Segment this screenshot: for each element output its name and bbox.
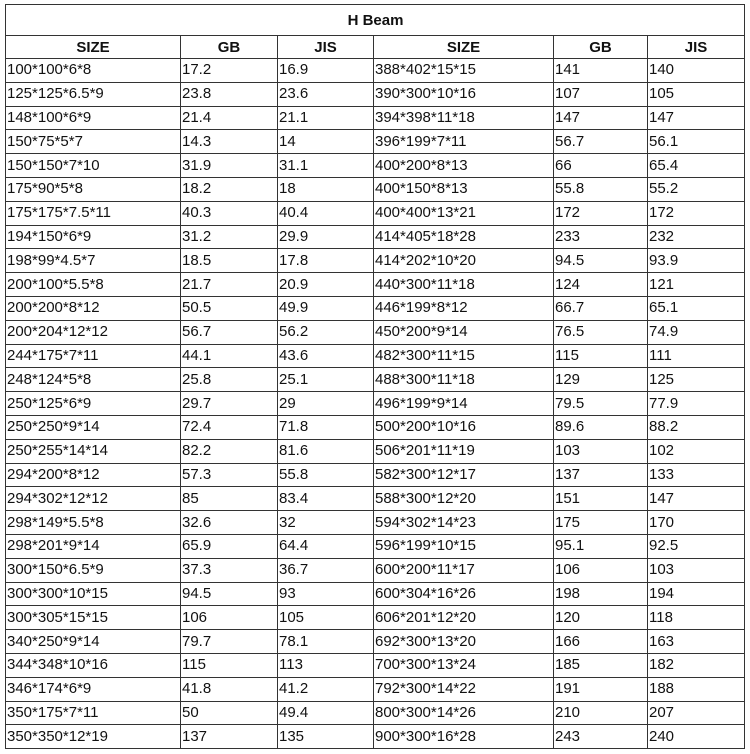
- cell-jis-right: 140: [648, 59, 745, 83]
- cell-size-right: 488*300*11*18: [374, 368, 554, 392]
- table-row: [6, 415, 745, 439]
- cell-gb-left: 85: [181, 487, 278, 511]
- cell-jis-right: 125: [648, 368, 745, 392]
- cell-gb-left: 29.7: [181, 392, 278, 416]
- cell-gb-left: 23.8: [181, 82, 278, 106]
- cell-jis-right: 188: [648, 677, 745, 701]
- cell-gb-left: 18.2: [181, 177, 278, 201]
- header-gb-left: GB: [181, 36, 278, 59]
- cell-jis-left: 71.8: [278, 415, 374, 439]
- cell-gb-left: 106: [181, 606, 278, 630]
- cell-jis-left: 105: [278, 606, 374, 630]
- cell-jis-left: 55.8: [278, 463, 374, 487]
- cell-jis-left: 29: [278, 392, 374, 416]
- header-row: [6, 36, 745, 59]
- table-body: [6, 59, 745, 749]
- cell-jis-left: 49.4: [278, 701, 374, 725]
- cell-jis-right: 121: [648, 273, 745, 297]
- cell-jis-right: 147: [648, 106, 745, 130]
- cell-size-left: 200*200*8*12: [6, 296, 181, 320]
- cell-gb-left: 37.3: [181, 558, 278, 582]
- cell-gb-right: 103: [554, 439, 648, 463]
- cell-jis-right: 172: [648, 201, 745, 225]
- cell-size-left: 244*175*7*11: [6, 344, 181, 368]
- table-row: [6, 59, 745, 83]
- cell-size-right: 588*300*12*20: [374, 487, 554, 511]
- table-row: [6, 154, 745, 178]
- cell-gb-left: 18.5: [181, 249, 278, 273]
- cell-gb-right: 137: [554, 463, 648, 487]
- cell-size-right: 692*300*13*20: [374, 630, 554, 654]
- cell-gb-left: 94.5: [181, 582, 278, 606]
- cell-size-right: 600*200*11*17: [374, 558, 554, 582]
- cell-size-right: 594*302*14*23: [374, 511, 554, 535]
- cell-gb-left: 31.2: [181, 225, 278, 249]
- cell-gb-right: 89.6: [554, 415, 648, 439]
- header-size-right: SIZE: [374, 36, 554, 59]
- cell-size-left: 125*125*6.5*9: [6, 82, 181, 106]
- cell-size-left: 298*201*9*14: [6, 534, 181, 558]
- cell-gb-left: 17.2: [181, 59, 278, 83]
- cell-size-left: 200*100*5.5*8: [6, 273, 181, 297]
- cell-jis-right: 182: [648, 653, 745, 677]
- cell-size-right: 400*400*13*21: [374, 201, 554, 225]
- table-row: [6, 249, 745, 273]
- cell-size-left: 340*250*9*14: [6, 630, 181, 654]
- cell-gb-right: 185: [554, 653, 648, 677]
- cell-size-right: 390*300*10*16: [374, 82, 554, 106]
- cell-jis-left: 135: [278, 725, 374, 749]
- cell-jis-right: 105: [648, 82, 745, 106]
- cell-gb-right: 56.7: [554, 130, 648, 154]
- cell-size-left: 248*124*5*8: [6, 368, 181, 392]
- cell-size-right: 596*199*10*15: [374, 534, 554, 558]
- cell-size-left: 294*302*12*12: [6, 487, 181, 511]
- table-title: H Beam: [6, 5, 745, 36]
- cell-jis-left: 36.7: [278, 558, 374, 582]
- cell-jis-left: 32: [278, 511, 374, 535]
- table-row: [6, 653, 745, 677]
- cell-size-right: 446*199*8*12: [374, 296, 554, 320]
- cell-size-right: 414*405*18*28: [374, 225, 554, 249]
- cell-gb-right: 198: [554, 582, 648, 606]
- table-row: [6, 320, 745, 344]
- cell-jis-right: 77.9: [648, 392, 745, 416]
- cell-gb-left: 82.2: [181, 439, 278, 463]
- cell-jis-right: 65.1: [648, 296, 745, 320]
- table-row: [6, 130, 745, 154]
- cell-size-right: 414*202*10*20: [374, 249, 554, 273]
- cell-jis-left: 21.1: [278, 106, 374, 130]
- cell-jis-right: 88.2: [648, 415, 745, 439]
- cell-jis-left: 93: [278, 582, 374, 606]
- table-row: [6, 558, 745, 582]
- cell-size-left: 250*250*9*14: [6, 415, 181, 439]
- cell-gb-right: 151: [554, 487, 648, 511]
- cell-jis-left: 25.1: [278, 368, 374, 392]
- cell-jis-left: 17.8: [278, 249, 374, 273]
- header-jis-left: JIS: [278, 36, 374, 59]
- cell-gb-right: 233: [554, 225, 648, 249]
- cell-gb-left: 137: [181, 725, 278, 749]
- cell-size-left: 300*305*15*15: [6, 606, 181, 630]
- table-row: [6, 392, 745, 416]
- cell-jis-right: 93.9: [648, 249, 745, 273]
- cell-jis-left: 43.6: [278, 344, 374, 368]
- cell-size-right: 900*300*16*28: [374, 725, 554, 749]
- cell-jis-right: 74.9: [648, 320, 745, 344]
- cell-gb-right: 191: [554, 677, 648, 701]
- cell-jis-left: 20.9: [278, 273, 374, 297]
- cell-size-right: 496*199*9*14: [374, 392, 554, 416]
- cell-gb-right: 106: [554, 558, 648, 582]
- cell-jis-right: 103: [648, 558, 745, 582]
- table-row: [6, 487, 745, 511]
- table-row: [6, 582, 745, 606]
- cell-size-left: 200*204*12*12: [6, 320, 181, 344]
- cell-size-right: 800*300*14*26: [374, 701, 554, 725]
- cell-jis-left: 83.4: [278, 487, 374, 511]
- cell-size-left: 150*150*7*10: [6, 154, 181, 178]
- cell-size-right: 482*300*11*15: [374, 344, 554, 368]
- cell-jis-left: 16.9: [278, 59, 374, 83]
- table-row: [6, 82, 745, 106]
- table-row: [6, 463, 745, 487]
- cell-size-left: 300*300*10*15: [6, 582, 181, 606]
- cell-size-left: 346*174*6*9: [6, 677, 181, 701]
- cell-size-left: 175*175*7.5*11: [6, 201, 181, 225]
- cell-gb-left: 40.3: [181, 201, 278, 225]
- table-row: [6, 106, 745, 130]
- table-row: [6, 725, 745, 749]
- cell-jis-left: 41.2: [278, 677, 374, 701]
- table-row: [6, 701, 745, 725]
- table-row: [6, 511, 745, 535]
- cell-gb-right: 124: [554, 273, 648, 297]
- cell-gb-left: 25.8: [181, 368, 278, 392]
- cell-jis-left: 31.1: [278, 154, 374, 178]
- cell-gb-left: 21.4: [181, 106, 278, 130]
- cell-gb-left: 21.7: [181, 273, 278, 297]
- cell-size-right: 396*199*7*11: [374, 130, 554, 154]
- cell-jis-left: 81.6: [278, 439, 374, 463]
- cell-gb-left: 57.3: [181, 463, 278, 487]
- cell-jis-left: 18: [278, 177, 374, 201]
- cell-size-left: 298*149*5.5*8: [6, 511, 181, 535]
- cell-gb-right: 175: [554, 511, 648, 535]
- cell-jis-right: 92.5: [648, 534, 745, 558]
- cell-gb-right: 141: [554, 59, 648, 83]
- cell-gb-left: 41.8: [181, 677, 278, 701]
- cell-gb-right: 147: [554, 106, 648, 130]
- table-row: [6, 273, 745, 297]
- table-row: [6, 439, 745, 463]
- table-row: [6, 606, 745, 630]
- cell-gb-right: 166: [554, 630, 648, 654]
- cell-size-left: 175*90*5*8: [6, 177, 181, 201]
- table-row: [6, 368, 745, 392]
- cell-size-right: 792*300*14*22: [374, 677, 554, 701]
- cell-size-right: 500*200*10*16: [374, 415, 554, 439]
- cell-gb-right: 66.7: [554, 296, 648, 320]
- cell-jis-right: 232: [648, 225, 745, 249]
- cell-size-left: 198*99*4.5*7: [6, 249, 181, 273]
- cell-jis-left: 29.9: [278, 225, 374, 249]
- cell-size-right: 606*201*12*20: [374, 606, 554, 630]
- cell-gb-right: 66: [554, 154, 648, 178]
- header-size-left: SIZE: [6, 36, 181, 59]
- cell-gb-right: 79.5: [554, 392, 648, 416]
- cell-gb-right: 243: [554, 725, 648, 749]
- cell-size-right: 450*200*9*14: [374, 320, 554, 344]
- cell-size-right: 600*304*16*26: [374, 582, 554, 606]
- cell-jis-right: 194: [648, 582, 745, 606]
- cell-size-right: 388*402*15*15: [374, 59, 554, 83]
- table-row: [6, 201, 745, 225]
- table-row: [6, 296, 745, 320]
- cell-size-right: 582*300*12*17: [374, 463, 554, 487]
- table-row: [6, 630, 745, 654]
- cell-jis-right: 147: [648, 487, 745, 511]
- cell-jis-right: 118: [648, 606, 745, 630]
- cell-jis-left: 56.2: [278, 320, 374, 344]
- cell-size-left: 300*150*6.5*9: [6, 558, 181, 582]
- cell-jis-left: 64.4: [278, 534, 374, 558]
- cell-jis-right: 240: [648, 725, 745, 749]
- cell-gb-right: 94.5: [554, 249, 648, 273]
- cell-jis-right: 207: [648, 701, 745, 725]
- cell-size-left: 250*125*6*9: [6, 392, 181, 416]
- cell-jis-right: 102: [648, 439, 745, 463]
- cell-size-right: 700*300*13*24: [374, 653, 554, 677]
- cell-size-left: 194*150*6*9: [6, 225, 181, 249]
- table-row: [6, 177, 745, 201]
- cell-gb-left: 79.7: [181, 630, 278, 654]
- header-jis-right: JIS: [648, 36, 745, 59]
- table-row: [6, 225, 745, 249]
- cell-size-left: 150*75*5*7: [6, 130, 181, 154]
- title-row: [6, 5, 745, 36]
- table-row: [6, 344, 745, 368]
- cell-jis-right: 133: [648, 463, 745, 487]
- cell-jis-left: 113: [278, 653, 374, 677]
- cell-gb-left: 50: [181, 701, 278, 725]
- cell-gb-left: 44.1: [181, 344, 278, 368]
- cell-size-left: 350*175*7*11: [6, 701, 181, 725]
- cell-jis-right: 170: [648, 511, 745, 535]
- cell-size-left: 294*200*8*12: [6, 463, 181, 487]
- cell-size-right: 506*201*11*19: [374, 439, 554, 463]
- cell-jis-left: 40.4: [278, 201, 374, 225]
- cell-jis-right: 163: [648, 630, 745, 654]
- cell-gb-right: 115: [554, 344, 648, 368]
- cell-gb-left: 65.9: [181, 534, 278, 558]
- cell-size-left: 350*350*12*19: [6, 725, 181, 749]
- cell-gb-right: 55.8: [554, 177, 648, 201]
- cell-size-right: 400*200*8*13: [374, 154, 554, 178]
- cell-size-left: 250*255*14*14: [6, 439, 181, 463]
- cell-gb-left: 56.7: [181, 320, 278, 344]
- cell-jis-right: 56.1: [648, 130, 745, 154]
- header-gb-right: GB: [554, 36, 648, 59]
- cell-jis-right: 65.4: [648, 154, 745, 178]
- cell-jis-right: 55.2: [648, 177, 745, 201]
- table-row: [6, 534, 745, 558]
- cell-gb-right: 120: [554, 606, 648, 630]
- cell-gb-left: 115: [181, 653, 278, 677]
- cell-jis-right: 111: [648, 344, 745, 368]
- cell-gb-left: 31.9: [181, 154, 278, 178]
- table-row: [6, 677, 745, 701]
- cell-gb-left: 32.6: [181, 511, 278, 535]
- cell-gb-right: 172: [554, 201, 648, 225]
- cell-gb-right: 95.1: [554, 534, 648, 558]
- cell-jis-left: 78.1: [278, 630, 374, 654]
- cell-gb-left: 14.3: [181, 130, 278, 154]
- cell-size-left: 344*348*10*16: [6, 653, 181, 677]
- cell-size-left: 148*100*6*9: [6, 106, 181, 130]
- cell-gb-right: 210: [554, 701, 648, 725]
- cell-size-left: 100*100*6*8: [6, 59, 181, 83]
- cell-gb-left: 50.5: [181, 296, 278, 320]
- cell-gb-right: 129: [554, 368, 648, 392]
- cell-jis-left: 23.6: [278, 82, 374, 106]
- h-beam-table: [5, 4, 745, 749]
- cell-gb-right: 107: [554, 82, 648, 106]
- cell-size-right: 400*150*8*13: [374, 177, 554, 201]
- cell-size-right: 394*398*11*18: [374, 106, 554, 130]
- cell-gb-right: 76.5: [554, 320, 648, 344]
- cell-gb-left: 72.4: [181, 415, 278, 439]
- cell-jis-left: 49.9: [278, 296, 374, 320]
- cell-jis-left: 14: [278, 130, 374, 154]
- cell-size-right: 440*300*11*18: [374, 273, 554, 297]
